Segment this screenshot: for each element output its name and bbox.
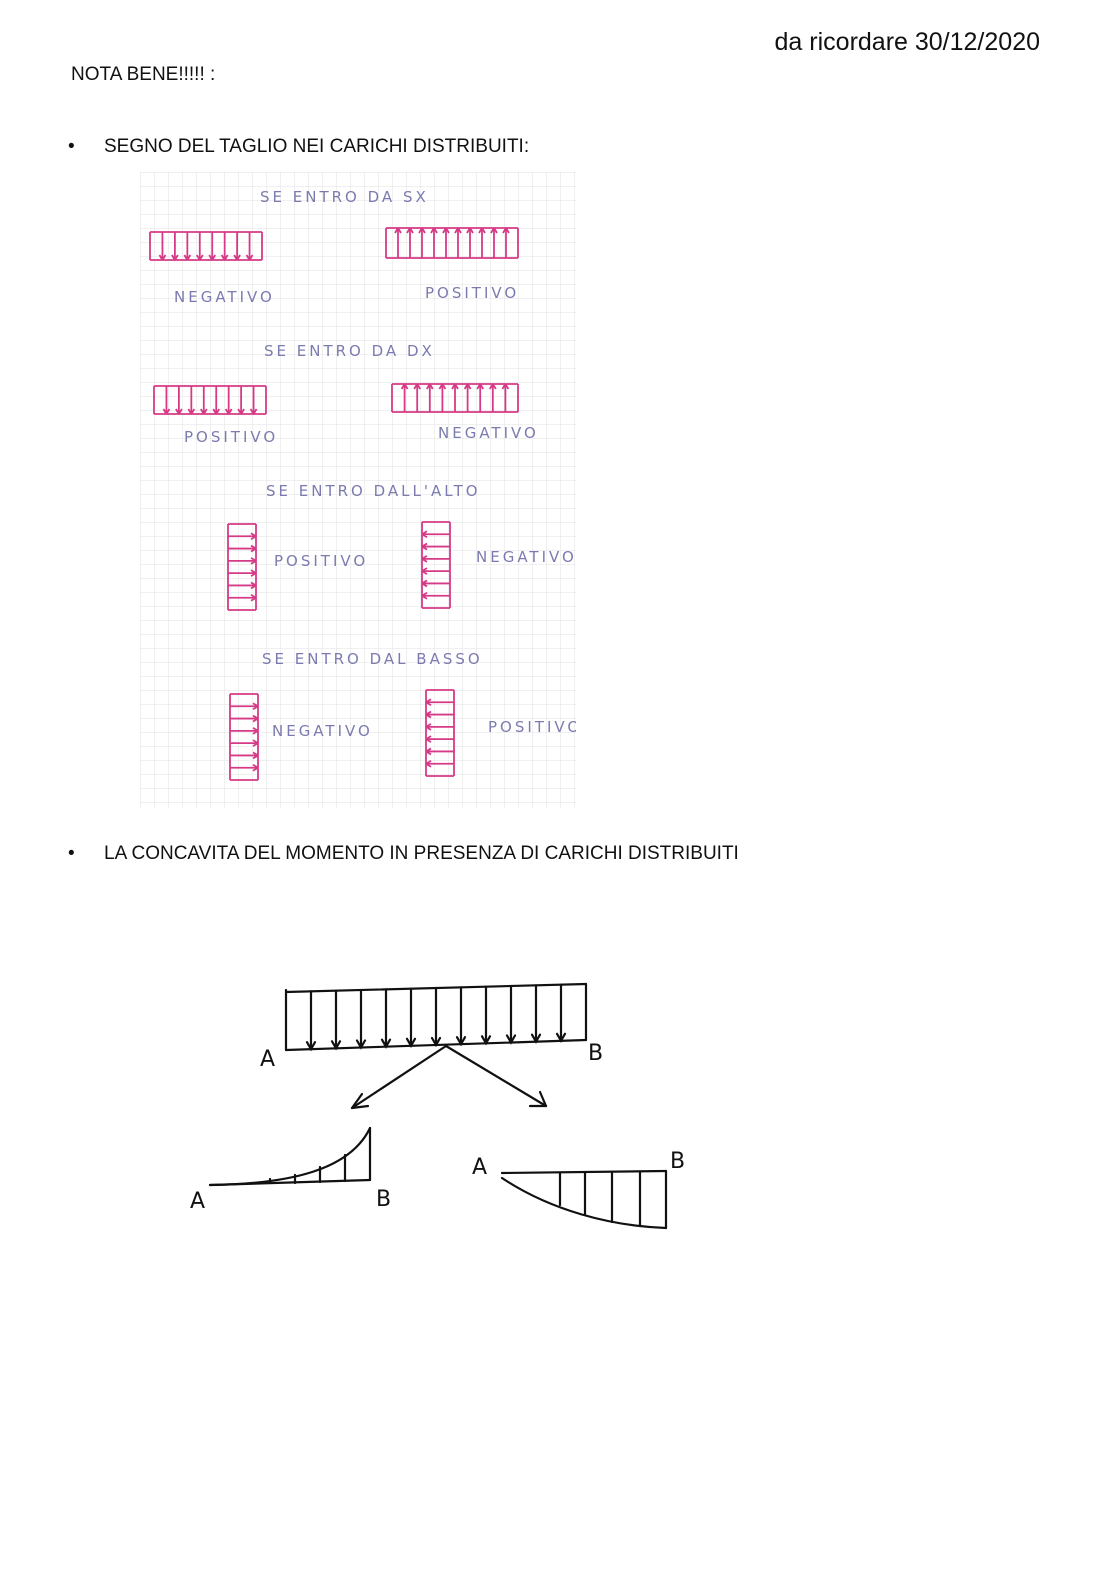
left-diagram-label-b: B: [376, 1187, 392, 1212]
moment-concavity-sketch: [180, 970, 700, 1230]
label-negative-4: NEGATIVO: [272, 722, 373, 740]
load-arrow: [557, 985, 565, 1041]
load-arrow: [532, 985, 540, 1041]
label-positive-2: POSITIVO: [184, 428, 279, 446]
beam-label-b: B: [588, 1041, 604, 1066]
load-arrow: [307, 991, 315, 1049]
arrow-left: [352, 1046, 446, 1108]
bullet: •: [68, 136, 75, 157]
graph-paper-drawing: [140, 172, 576, 808]
beam-load-arrows: [307, 985, 565, 1049]
section-shear-sign: [68, 136, 529, 158]
section-moment-concavity: [68, 843, 739, 865]
load-arrow: [507, 986, 515, 1043]
load-arrow: [332, 991, 340, 1049]
section-title-moment: LA CONCAVITA DEL MOMENTO IN PRESENZA DI CARICHI DISTRIBUITI: [104, 843, 739, 864]
label-negative-3: NEGATIVO: [476, 548, 576, 566]
heading-enter-bottom: SE ENTRO DAL BASSO: [262, 650, 483, 668]
bullet: •: [68, 843, 75, 864]
heading-enter-right: SE ENTRO DA DX: [264, 342, 435, 360]
label-negative-2: NEGATIVO: [438, 424, 539, 442]
right-diagram-label-a: A: [472, 1155, 488, 1180]
load-arrow: [432, 988, 440, 1045]
label-positive-4: POSITIVO: [488, 718, 576, 736]
load-arrow: [407, 989, 415, 1046]
shear-sign-sketch: [140, 172, 576, 808]
heading-enter-top: SE ENTRO DALL'ALTO: [266, 482, 481, 500]
section-title-shear: SEGNO DEL TAGLIO NEI CARICHI DISTRIBUITI:: [104, 136, 530, 157]
label-positive-3: POSITIVO: [274, 552, 369, 570]
load-arrow: [382, 989, 390, 1046]
load-arrow: [482, 987, 490, 1044]
right-diagram-label-b: B: [670, 1149, 686, 1174]
arrow-right: [446, 1046, 546, 1106]
intro-note: NOTA BENE!!!!! :: [71, 64, 216, 85]
load-arrow: [357, 990, 365, 1048]
left-diagram-label-a: A: [190, 1189, 206, 1214]
heading-enter-left: SE ENTRO DA SX: [260, 188, 429, 206]
moment-drawing: [180, 970, 700, 1230]
label-negative-1: NEGATIVO: [174, 288, 275, 306]
load-arrow: [457, 987, 465, 1044]
header-date-note: da ricordare 30/12/2020: [774, 28, 1040, 56]
label-positive-1: POSITIVO: [425, 284, 520, 302]
beam-label-a: A: [260, 1047, 276, 1072]
